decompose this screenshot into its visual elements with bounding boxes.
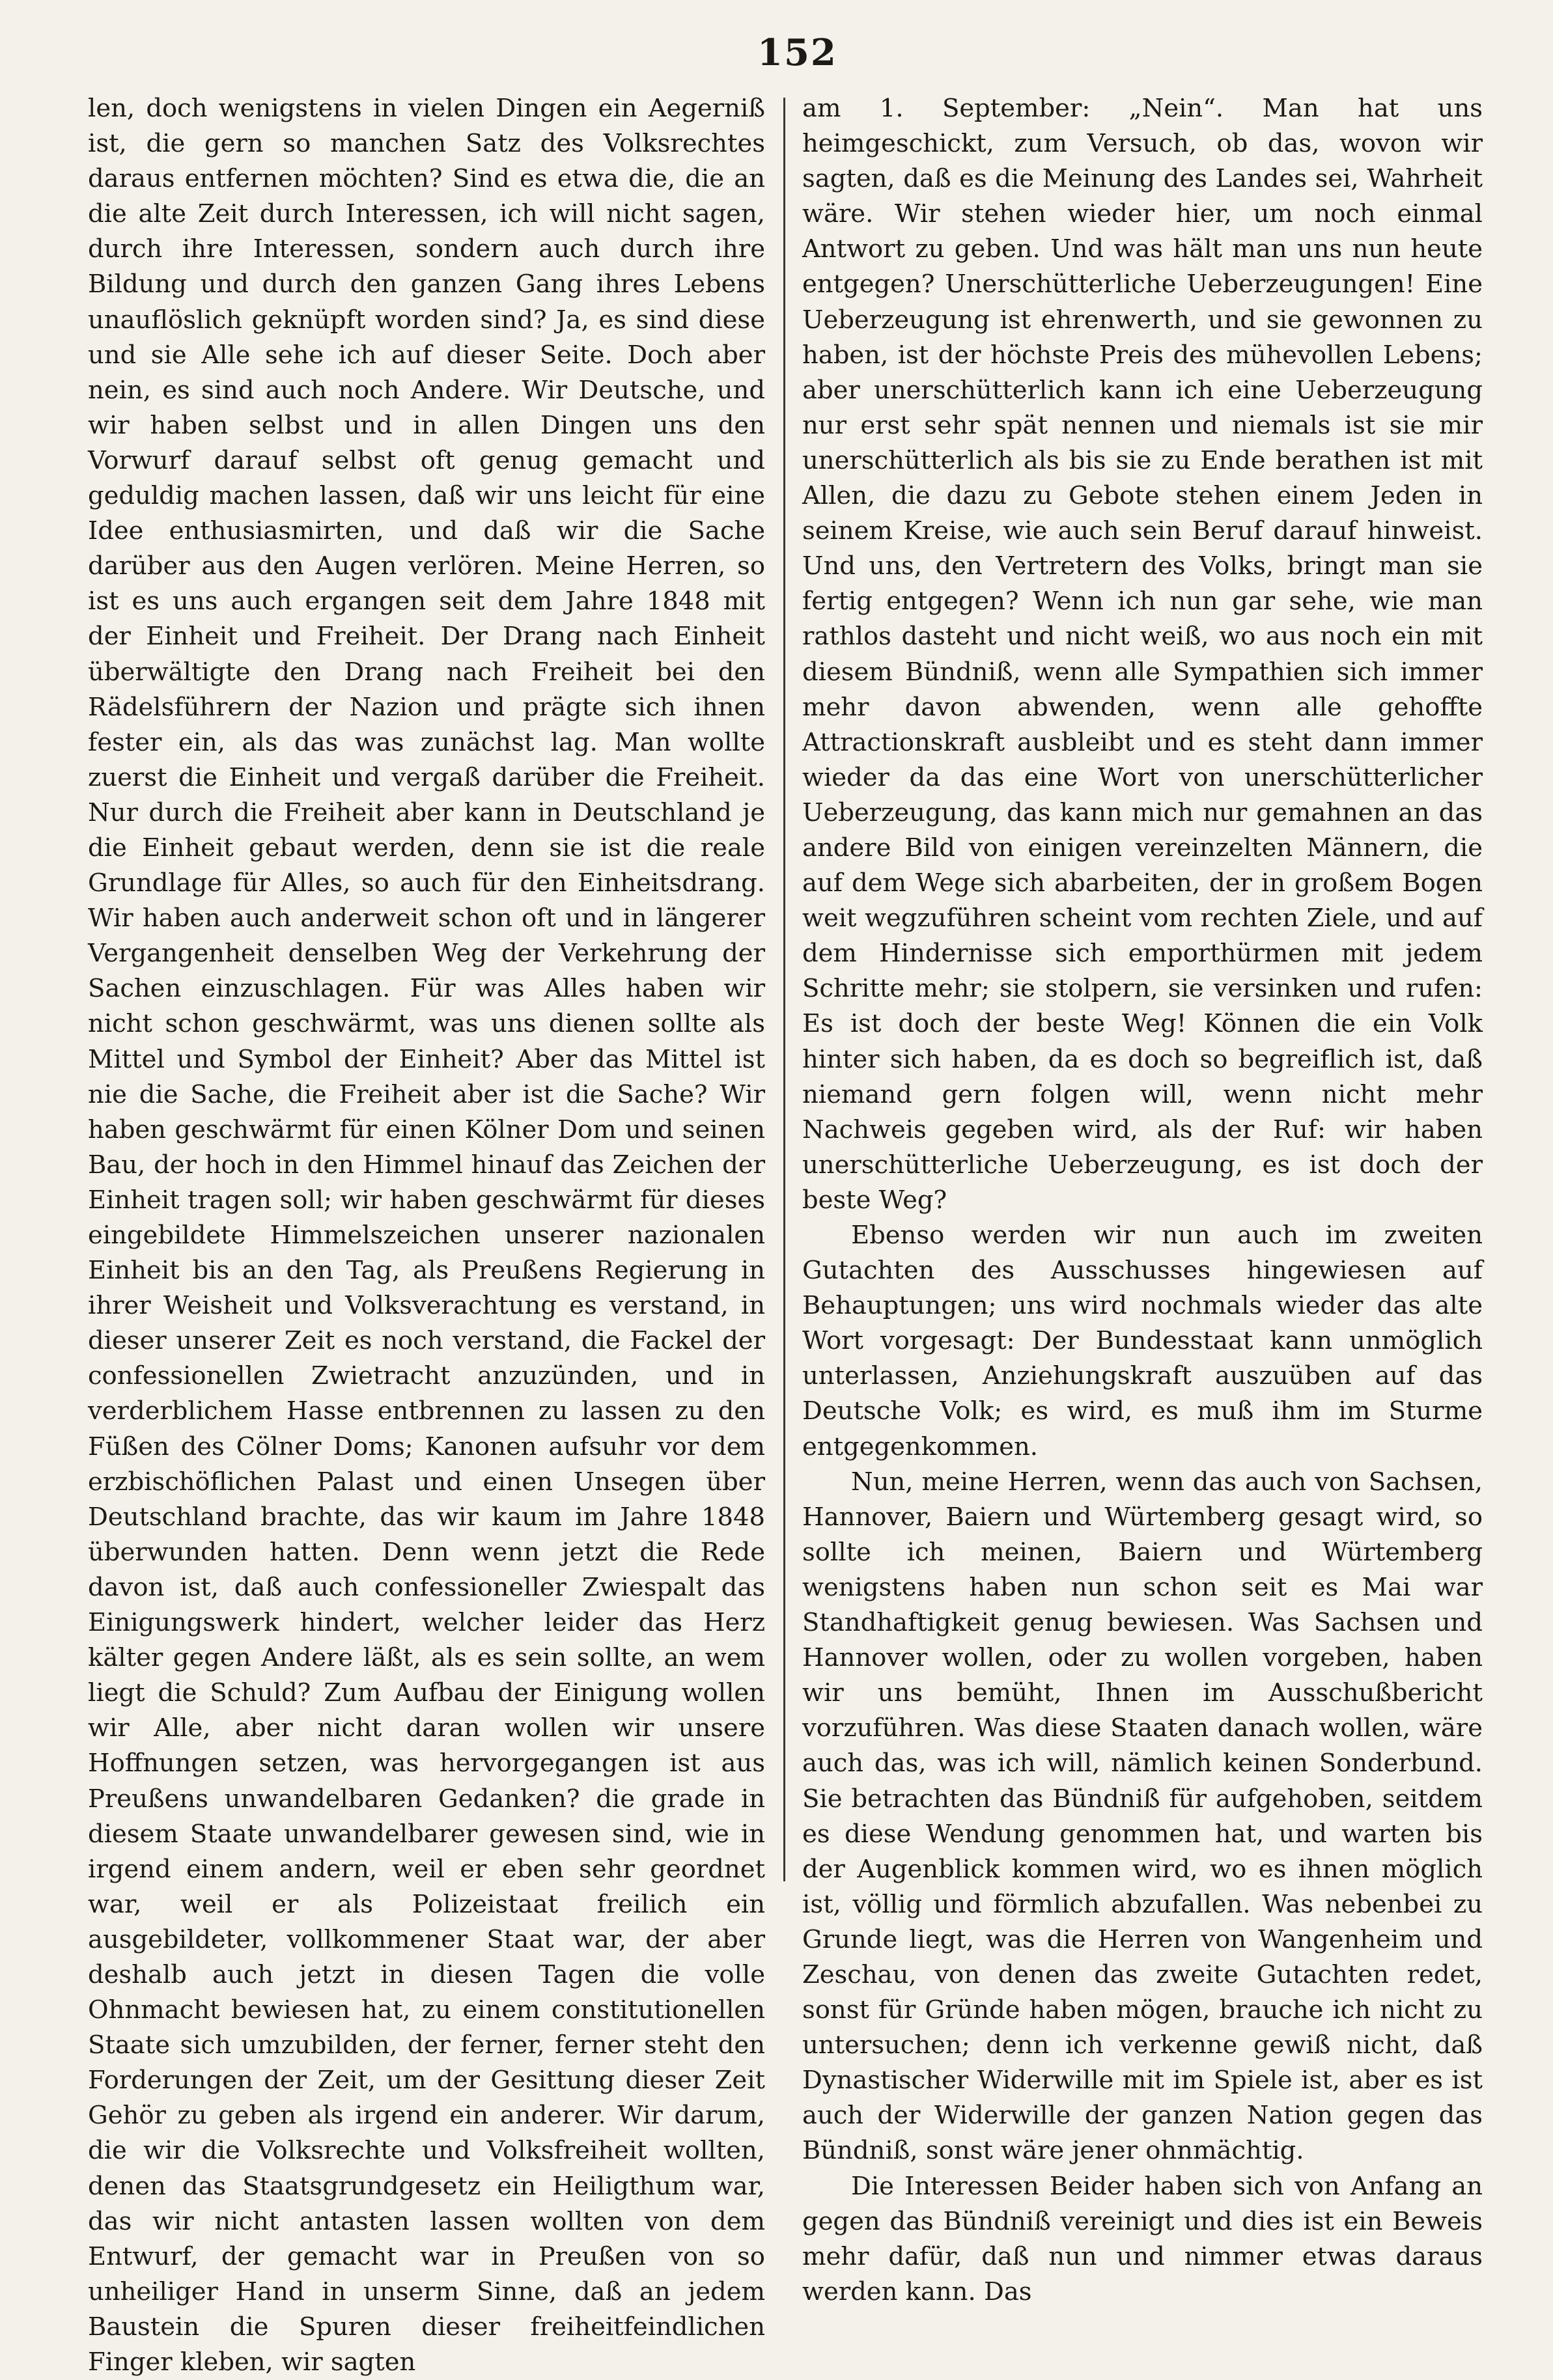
right-paragraph-4: Die Interessen Beider haben sich von Anfang an gegen das Bündniß vereinigt und dies ist ein Beweis mehr dafür, daß nun und nimmer etwas daraus werden kann. Das [802, 2171, 1483, 2306]
right-text-column [802, 91, 1483, 2306]
left-text-column [88, 91, 765, 2377]
right-paragraph-3: Nun, meine Herren, wenn das auch von Sachsen, Hannover, Baiern und Würtemberg gesagt wird, so sollte ich meinen, Baiern und Würtemberg wenigstens haben nun schon seit es Mai war Standhaftigkeit genug bewiesen. Was Sachsen und Hannover wollen, oder zu wollen vorgeben, haben wir uns bemüht, Ihnen im Ausschußbericht vorzuführen. Was diese Staaten danach wollen, wäre auch das, was ich will, nämlich keinen Sonderbund. Sie betrachten das Bündniß für aufgehoben, seitdem es diese Wendung genommen hat, und warten bis der Augenblick kommen wird, wo es ihnen möglich ist, völlig und förmlich abzufallen. Was nebenbei zu Grunde liegt, was die Herren von Wangenheim und Zeschau, von denen das zweite Gutachten redet, sonst für Gründe haben mögen, brauche ich nicht zu untersuchen; denn ich verkenne gewiß nicht, daß Dynastischer Widerwille mit im Spiele ist, aber es ist auch der Widerwille der ganzen Nation gegen das Bündniß, sonst wäre jener ohnmächtig. [802, 1467, 1483, 2166]
page-number: 152 [757, 31, 837, 74]
column-divider [783, 98, 785, 1881]
right-paragraph-1: am 1. September: „Nein“. Man hat uns heimgeschickt, zum Versuch, ob das, wovon wir sagten, daß es die Meinung des Landes sei, Wahrheit wäre. Wir stehen wieder hier, um noch einmal Antwort zu geben. Und was hält man uns nun heute entgegen? Unerschütterliche Ueberzeugungen! Eine Ueberzeugung ist ehrenwerth, und sie gewonnen zu haben, ist der höchste Preis des mühevollen Lebens; aber unerschütterlich kann ich eine Ueberzeugung nur erst sehr spät nennen und niemals ist sie mir unerschütterlich als bis sie zu Ende berathen ist mit Allen, die dazu zu Gebote stehen einem Jeden in seinem Kreise, wie auch sein Beruf darauf hinweist. Und uns, den Vertretern des Volks, bringt man sie fertig entgegen? Wenn ich nun gar sehe, wie man rathlos dasteht und nicht weiß, wo aus noch ein mit diesem Bündniß, wenn alle Sympathien sich immer mehr davon abwenden, wenn alle gehoffte Attractionskraft ausbleibt und es steht dann immer wieder da das eine Wort von unerschütterlicher Ueberzeugung, das kann mich nur gemahnen an das andere Bild von einigen vereinzelten Männern, die auf dem Wege sich abarbeiten, der in großem Bogen weit wegzuführen scheint vom rechten Ziele, und auf dem Hindernisse sich emporthürmen mit jedem Schritte mehr; sie stolpern, sie versinken und rufen: Es ist doch der beste Weg! Können die ein Volk hinter sich haben, da es doch so begreiflich ist, daß niemand gern folgen will, wenn nicht mehr Nachweis gegeben wird, als der Ruf: wir haben unerschütterliche Ueberzeugung, es ist doch der beste Weg? [802, 94, 1483, 1215]
right-paragraph-2: Ebenso werden wir nun auch im zweiten Gutachten des Ausschusses hingewiesen auf Behauptungen; uns wird nochmals wieder das alte Wort vorgesagt: Der Bundesstaat kann unmöglich unterlassen, Anziehungskraft auszuüben auf das Deutsche Volk; es wird, es muß ihm im Sturme entgegenkommen. [802, 1221, 1483, 1461]
left-paragraph-1: len, doch wenigstens in vielen Dingen ein Aegerniß ist, die gern so manchen Satz des Volksrechtes daraus entfernen möchten? Sind es etwa die, die an die alte Zeit durch Interessen, ich will nicht sagen, durch ihre Interessen, sondern auch durch ihre Bildung und durch den ganzen Gang ihres Lebens unauflöslich geknüpft worden sind? Ja, es sind diese und sie Alle sehe ich auf dieser Seite. Doch aber nein, es sind auch noch Andere. Wir Deutsche, und wir haben selbst und in allen Dingen uns den Vorwurf darauf selbst oft genug gemacht und geduldig machen lassen, daß wir uns leicht für eine Idee enthusiasmirten, und daß wir die Sache darüber aus den Augen verlören. Meine Herren, so ist es uns auch ergangen seit dem Jahre 1848 mit der Einheit und Freiheit. Der Drang nach Einheit überwältigte den Drang nach Freiheit bei den Rädelsführern der Nazion und prägte sich ihnen fester ein, als das was zunächst lag. Man wollte zuerst die Einheit und vergaß darüber die Freiheit. Nur durch die Freiheit aber kann in Deutschland je die Einheit gebaut werden, denn sie ist die reale Grundlage für Alles, so auch für den Einheitsdrang. Wir haben auch anderweit schon oft und in längerer Vergangenheit denselben Weg der Verkehrung der Sachen einzuschlagen. Für was Alles haben wir nicht schon geschwärmt, was uns dienen sollte als Mittel und Symbol der Einheit? Aber das Mittel ist nie die Sache, die Freiheit aber ist die Sache? Wir haben geschwärmt für einen Kölner Dom und seinen Bau, der hoch in den Himmel hinauf das Zeichen der Einheit tragen soll; wir haben geschwärmt für dieses eingebildete Himmelszeichen unserer nazionalen Einheit bis an den Tag, als Preußens Regierung in ihrer Weisheit und Volksverachtung es verstand, in dieser unserer Zeit es noch verstand, die Fackel der confessionellen Zwietracht anzuzünden, und in verderblichem Hasse entbrennen zu lassen zu den Füßen des Cölner Doms; Kanonen aufsuhr vor dem erzbischöflichen Palast und einen Unsegen über Deutschland brachte, das wir kaum im Jahre 1848 überwunden hatten. Denn wenn jetzt die Rede davon ist, daß auch confessioneller Zwiespalt das Einigungswerk hindert, welcher leider das Herz kälter gegen Andere läßt, als es sein sollte, an wem liegt die Schuld? Zum Aufbau der Einigung wollen wir Alle, aber nicht daran wollen wir unsere Hoffnungen setzen, was hervorgegangen ist aus Preußens unwandelbaren Gedanken? die grade in diesem Staate unwandelbarer gewesen sind, wie in irgend einem andern, weil er eben sehr geordnet war, weil er als Polizeistaat freilich ein ausgebildeter, vollkommener Staat war, der aber deshalb auch jetzt in diesen Tagen die volle Ohnmacht bewiesen hat, zu einem constitutionellen Staate sich umzubilden, der ferner, ferner steht den Forderungen der Zeit, um der Gesittung dieser Zeit Gehör zu geben als irgend ein anderer. Wir darum, die wir die Volksrechte und Volksfreiheit wollten, denen das Staatsgrundgesetz ein Heiligthum war, das wir nicht antasten lassen wollten von dem Entwurf, der gemacht war in Preußen von so unheiliger Hand in unserm Sinne, daß an jedem Baustein die Spuren dieser freiheitfeindlichen Finger kleben, wir sagten [88, 94, 765, 2377]
